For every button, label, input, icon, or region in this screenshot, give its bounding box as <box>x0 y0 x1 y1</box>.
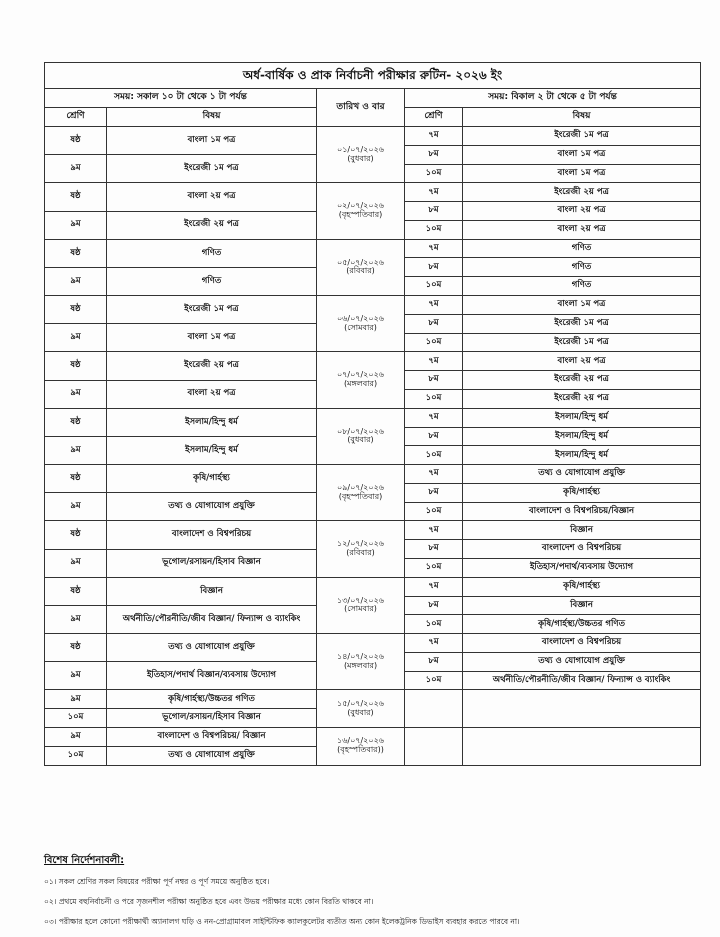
exam-day: (মঙ্গলবার) <box>343 660 378 670</box>
right-subject-cell: অর্থনীতি/পৌরনীতি/জীব বিজ্ঞান/ ফিন্যান্স ও ব্যাংকিং <box>463 671 701 690</box>
left-subject-cell: তথ্য ও যোগাযোগ প্রযুক্তি <box>107 634 317 662</box>
left-class-cell: ষষ্ঠ <box>45 634 107 662</box>
left-subject-cell: গণিত <box>107 239 317 267</box>
routine-row <box>45 408 701 417</box>
right-subject-cell: বাংলা ১ম পত্র <box>463 164 701 183</box>
left-class-cell: ৯ম <box>45 211 107 239</box>
exam-day: (মঙ্গলবার) <box>343 379 378 389</box>
right-subject-cell: কৃষি/গার্হস্থ্য <box>463 577 701 596</box>
right-class-cell: ৮ম <box>405 652 463 671</box>
right-subject-cell: ইতিহাস/পদার্থ/ব্যবসায় উদ্যোগ <box>463 558 701 577</box>
exam-date: ০৫/০৭/২০২৬ <box>337 257 384 267</box>
date-day-cell <box>317 728 405 766</box>
right-subject-cell: বাংলাদেশ ও বিশ্বপরিচয় <box>463 634 701 653</box>
right-class-cell: ৭ম <box>405 408 463 427</box>
routine-row <box>45 465 701 474</box>
left-subject-cell: বাংলাদেশ ও বিশ্বপরিচয় <box>107 521 317 549</box>
exam-day: (সোমবার) <box>344 604 377 614</box>
routine-row <box>45 690 701 699</box>
exam-day: (বুধবার) <box>347 153 374 163</box>
date-day-cell <box>317 296 405 352</box>
routine-row <box>45 239 701 248</box>
left-class-cell: ষষ্ঠ <box>45 239 107 267</box>
exam-date: ০১/০৭/২০২৬ <box>337 144 384 154</box>
left-class-cell: ষষ্ঠ <box>45 183 107 211</box>
right-subject-cell: বাংলা ২য় পত্র <box>463 202 701 221</box>
right-class-cell: ৮ম <box>405 145 463 164</box>
left-class-cell: ৯ম <box>45 690 107 709</box>
left-class-cell: ৯ম <box>45 267 107 295</box>
date-day-cell <box>317 690 405 728</box>
routine-row <box>45 127 701 136</box>
exam-routine-table <box>44 62 701 766</box>
left-class-cell: ষষ্ঠ <box>45 408 107 436</box>
right-class-cell: ৭ম <box>405 521 463 540</box>
exam-day: (বৃহস্পতিবার) <box>338 491 383 501</box>
left-subject-cell: গণিত <box>107 267 317 295</box>
right-class-cell: ৮ম <box>405 258 463 277</box>
right-class-cell: ৮ম <box>405 371 463 390</box>
right-empty-cell <box>463 690 701 728</box>
left-subject-cell: বাংলা ২য় পত্র <box>107 380 317 408</box>
date-day-cell <box>317 239 405 295</box>
right-subject-cell: বাংলা ২য় পত্র <box>463 352 701 371</box>
right-subject-cell: কৃষি/গার্হস্থ্য <box>463 483 701 502</box>
left-class-cell: ষষ্ঠ <box>45 127 107 155</box>
right-class-cell: ৭ম <box>405 634 463 653</box>
left-class-cell: ৯ম <box>45 436 107 464</box>
right-empty-cell <box>405 690 463 728</box>
right-class-cell: ১০ম <box>405 164 463 183</box>
right-class-cell: ১০ম <box>405 220 463 239</box>
right-subject-cell: বাংলাদেশ ও বিশ্বপরিচয় <box>463 540 701 559</box>
left-subject-cell: বাংলা ১ম পত্র <box>107 324 317 352</box>
left-class-cell: ৯ম <box>45 380 107 408</box>
right-class-cell: ৭ম <box>405 296 463 315</box>
right-class-cell: ৭ম <box>405 183 463 202</box>
right-class-cell: ৮ম <box>405 540 463 559</box>
exam-day: (বৃহস্পতিবার) <box>338 210 383 220</box>
right-subject-cell: বিজ্ঞান <box>463 596 701 615</box>
right-class-cell: ৮ম <box>405 483 463 502</box>
right-subject-header: বিষয় <box>463 108 701 127</box>
morning-time-header: সময়: সকাল ১০ টা থেকে ১ টা পর্যন্ত <box>45 89 317 108</box>
right-class-cell: ১০ম <box>405 389 463 408</box>
exam-day: (রবিবার) <box>346 266 375 276</box>
left-class-header: শ্রেণি <box>45 108 107 127</box>
left-subject-cell: ইসলাম/হিন্দু ধর্ম <box>107 436 317 464</box>
left-subject-cell: বাংলা ২য় পত্র <box>107 183 317 211</box>
right-subject-cell: ইংরেজী ১ম পত্র <box>463 127 701 146</box>
routine-row <box>45 577 701 586</box>
right-empty-cell <box>463 728 701 766</box>
right-class-cell: ১০ম <box>405 558 463 577</box>
left-class-cell: ষষ্ঠ <box>45 521 107 549</box>
left-subject-cell: ভূগোল/রসায়ন/হিসাব বিজ্ঞান <box>107 709 317 728</box>
right-subject-cell: বাংলাদেশ ও বিশ্বপরিচয়/বিজ্ঞান <box>463 502 701 521</box>
right-subject-cell: বিজ্ঞান <box>463 521 701 540</box>
right-subject-cell: ইংরেজী ২য় পত্র <box>463 371 701 390</box>
date-day-header: তারিখ ও বার <box>317 89 405 127</box>
date-day-cell <box>317 183 405 239</box>
exam-date: ১২/০৭/২০২৬ <box>337 539 384 549</box>
right-class-cell: ৮ম <box>405 427 463 446</box>
exam-date: ১৪/০৭/২০২৬ <box>337 651 384 661</box>
exam-date: ১৬/০৭/২০২৬ <box>337 736 384 746</box>
exam-day: (বুধবার) <box>347 435 374 445</box>
right-class-cell: ১০ম <box>405 333 463 352</box>
routine-row <box>45 183 701 192</box>
left-subject-cell: তথ্য ও যোগাযোগ প্রযুক্তি <box>107 493 317 521</box>
right-subject-cell: ইংরেজী ১ম পত্র <box>463 333 701 352</box>
left-subject-cell: ইংরেজী ২য় পত্র <box>107 352 317 380</box>
left-subject-cell: বিজ্ঞান <box>107 577 317 605</box>
instruction-item: ০২। প্রথমে বহুনির্বাচনী ও পরে সৃজনশীল পরীক্ষা অনুষ্ঠিত হবে এবং উভয় পরীক্ষার মধ্যে কোন বিরতি থাকবে না। <box>44 897 374 906</box>
left-subject-cell: কৃষি/গার্হস্থ্য <box>107 465 317 493</box>
instruction-item: ০১। সকল শ্রেণির সকল বিষয়ের পরীক্ষা পূর্ণ নম্বর ও পূর্ণ সময়ে অনুষ্ঠিত হবে। <box>44 877 270 886</box>
date-day-cell <box>317 521 405 577</box>
right-subject-cell: বাংলা ২য় পত্র <box>463 220 701 239</box>
left-class-cell: ১০ম <box>45 746 107 765</box>
special-instructions <box>44 853 704 937</box>
routine-title: অর্ধ-বার্ষিক ও প্রাক নির্বাচনী পরীক্ষার রুটিন- ২০২৬ ইং <box>45 63 701 89</box>
right-class-cell: ৭ম <box>405 352 463 371</box>
left-subject-cell: ইতিহাস/পদার্থ বিজ্ঞান/ব্যবসায় উদ্যোগ <box>107 662 317 690</box>
right-subject-cell: ইসলাম/হিন্দু ধর্ম <box>463 427 701 446</box>
exam-date: ০৭/০৭/২০২৬ <box>336 370 384 380</box>
date-day-cell <box>317 465 405 521</box>
routine-row <box>45 296 701 305</box>
exam-date: ১৫/০৭/২০২৬ <box>337 698 384 708</box>
right-class-cell: ১০ম <box>405 277 463 296</box>
left-subject-header: বিষয় <box>107 108 317 127</box>
exam-day: (বুধবার) <box>347 707 374 717</box>
exam-day: (বৃহস্পতিবার)) <box>337 745 384 755</box>
right-class-cell: ৮ম <box>405 314 463 333</box>
routine-row <box>45 728 701 737</box>
left-class-cell: ৯ম <box>45 605 107 633</box>
left-class-cell: ষষ্ঠ <box>45 352 107 380</box>
date-day-cell <box>317 577 405 633</box>
left-class-cell: ৯ম <box>45 662 107 690</box>
routine-row <box>45 634 701 643</box>
exam-date: ০৮/০৭/২০২৬ <box>337 426 384 436</box>
right-subject-cell: তথ্য ও যোগাযোগ প্রযুক্তি <box>463 465 701 484</box>
right-subject-cell: বাংলা ১ম পত্র <box>463 145 701 164</box>
right-class-cell: ৭ম <box>405 577 463 596</box>
right-subject-cell: গণিত <box>463 258 701 277</box>
left-subject-cell: বাংলা ১ম পত্র <box>107 127 317 155</box>
right-subject-cell: ইসলাম/হিন্দু ধর্ম <box>463 446 701 465</box>
right-class-cell: ১০ম <box>405 671 463 690</box>
left-subject-cell: অর্থনীতি/পৌরনীতি/জীব বিজ্ঞান/ ফিন্যান্স ও ব্যাংকিং <box>107 605 317 633</box>
date-day-cell <box>317 127 405 183</box>
right-subject-cell: তথ্য ও যোগাযোগ প্রযুক্তি <box>463 652 701 671</box>
routine-row <box>45 521 701 530</box>
right-class-cell: ৭ম <box>405 465 463 484</box>
right-empty-cell <box>405 728 463 766</box>
right-class-cell: ৮ম <box>405 596 463 615</box>
routine-row <box>45 352 701 361</box>
afternoon-time-header: সময়: বিকাল ২ টা থেকে ৫ টা পর্যন্ত <box>405 89 701 108</box>
left-class-cell: ৯ম <box>45 324 107 352</box>
right-subject-cell: ইংরেজী ২য় পত্র <box>463 183 701 202</box>
instructions-heading: বিশেষ নির্দেশনাবলী: <box>44 855 125 866</box>
exam-date: ০৯/০৭/২০২৬ <box>337 482 384 492</box>
left-subject-cell: ইংরেজী ২য় পত্র <box>107 211 317 239</box>
right-class-cell: ১০ম <box>405 615 463 634</box>
left-subject-cell: ইংরেজী ১ম পত্র <box>107 296 317 324</box>
right-class-cell: ১০ম <box>405 502 463 521</box>
left-class-cell: ৯ম <box>45 155 107 183</box>
left-subject-cell: ইংরেজী ১ম পত্র <box>107 155 317 183</box>
left-class-cell: ১০ম <box>45 709 107 728</box>
exam-date: ০৬/০৭/২০২৬ <box>336 313 384 323</box>
right-subject-cell: কৃষি/গার্হস্থ্য/উচ্চতর গণিত <box>463 615 701 634</box>
exam-date: ০২/০৭/২০২৬ <box>336 201 384 211</box>
date-day-cell <box>317 634 405 690</box>
left-subject-cell: ইসলাম/হিন্দু ধর্ম <box>107 408 317 436</box>
right-class-cell: ৭ম <box>405 239 463 258</box>
date-day-cell <box>317 352 405 408</box>
left-subject-cell: বাংলাদেশ ও বিশ্বপরিচয়/ বিজ্ঞান <box>107 728 317 747</box>
right-class-header: শ্রেণি <box>405 108 463 127</box>
left-class-cell: ষষ্ঠ <box>45 465 107 493</box>
left-subject-cell: কৃষি/গার্হস্থ্য/উচ্চতর গণিত <box>107 690 317 709</box>
right-subject-cell: বাংলা ১ম পত্র <box>463 296 701 315</box>
exam-day: (সোমবার) <box>344 322 377 332</box>
right-class-cell: ৮ম <box>405 202 463 221</box>
right-subject-cell: ইংরেজী ১ম পত্র <box>463 314 701 333</box>
left-class-cell: ষষ্ঠ <box>45 577 107 605</box>
left-class-cell: ৯ম <box>45 493 107 521</box>
left-class-cell: ৯ম <box>45 728 107 747</box>
instruction-item: ০৩। পরীক্ষার হলে কোনো পরীক্ষার্থী অ্যানালগ ঘড়ি ও নন-প্রোগ্রামাবল সাইন্টিফিক ক্যালকুলেটর ব্যতীত অন্য কোন ইলেকট্রনিক ডিভাইস ব্যবহার করতে পারবে না। <box>44 917 520 926</box>
right-subject-cell: গণিত <box>463 277 701 296</box>
exam-day: (রবিবার) <box>346 548 375 558</box>
right-class-cell: ১০ম <box>405 446 463 465</box>
left-class-cell: ষষ্ঠ <box>45 296 107 324</box>
right-class-cell: ৭ম <box>405 127 463 146</box>
right-subject-cell: গণিত <box>463 239 701 258</box>
left-class-cell: ৯ম <box>45 549 107 577</box>
left-subject-cell: ভূগোল/রসায়ন/হিসাব বিজ্ঞান <box>107 549 317 577</box>
left-subject-cell: তথ্য ও যোগাযোগ প্রযুক্তি <box>107 746 317 765</box>
exam-date: ১৩/০৭/২০২৬ <box>337 595 384 605</box>
date-day-cell <box>317 408 405 464</box>
right-subject-cell: ইংরেজী ২য় পত্র <box>463 389 701 408</box>
right-subject-cell: ইসলাম/হিন্দু ধর্ম <box>463 408 701 427</box>
